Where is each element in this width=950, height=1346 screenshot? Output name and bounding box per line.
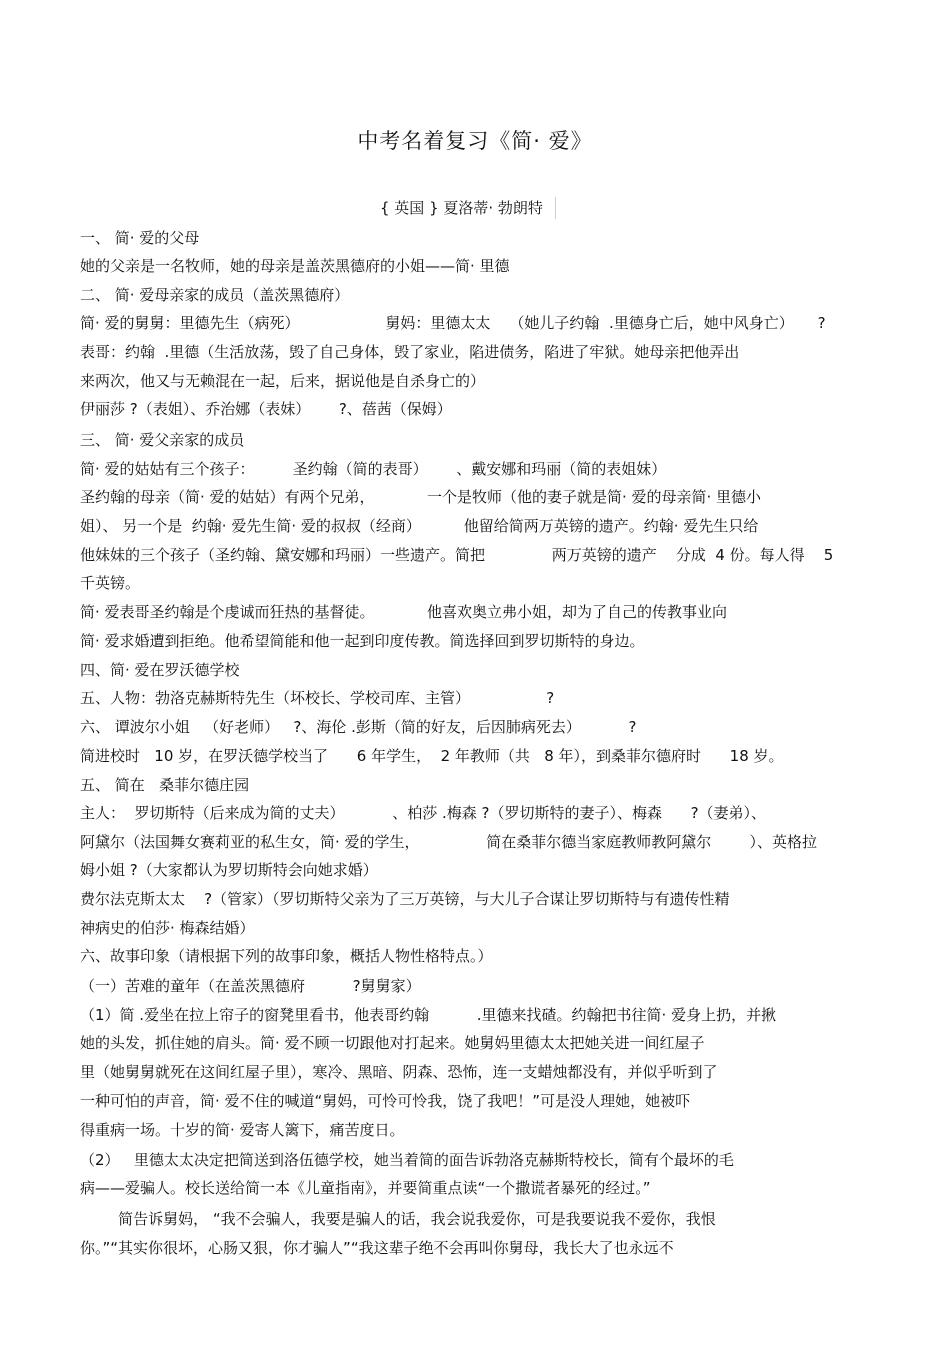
text-line: 姆小姐 ?（大家都认为罗切斯特会向她求婚） xyxy=(80,861,378,879)
text-line: （1）简 .爱坐在拉上帘子的窗凳里看书，他表哥约翰 .里德来找碴。约翰把书往简· 爱身上扔，并揪 xyxy=(80,1006,777,1024)
text-line: 费尔法克斯太太 ?（管家）（罗切斯特父亲为了三万英镑，与大儿子合谋让罗切斯特与有遗传性精 xyxy=(80,890,730,908)
text-line: 简· 爱求婚遭到拒绝。他希望简能和他一起到印度传教。简选择回到罗切斯特的身边。 xyxy=(80,632,645,650)
text-line: 三、 简· 爱父亲家的成员 xyxy=(80,431,245,449)
text-line: 病——爱骗人。校长送给简一本《儿童指南》，并要简重点读“一个撒谎者暴死的经过。” xyxy=(80,1179,651,1197)
text-line: 姐）、 另一个是 约翰· 爱先生简· 爱的叔叔（经商） 他留给简两万英镑的遗产。约翰· 爱先生只给 xyxy=(80,517,759,535)
text-line: 简进校时 10 岁，在罗沃德学校当了 6 年学生， 2 年教师（共 8 年），到桑菲尔德府时 18 岁。 xyxy=(80,747,784,765)
text-line: 六、 谭波尔小姐 （好老师） ?、海伦 .彭斯（简的好友，后因肺病死去） ? xyxy=(80,718,637,736)
text-line: 五、人物：勃洛克赫斯特先生（坏校长、学校司库、主管） ? xyxy=(80,689,555,707)
text-line: 简· 爱的舅舅：里德先生（病死） 舅妈：里德太太 （她儿子约翰 .里德身亡后，她中风身亡） ? xyxy=(80,314,826,332)
text-line: 神病史的伯莎· 梅森结婚） xyxy=(80,919,255,937)
text-line: 阿黛尔（法国舞女赛莉亚的私生女，简· 爱的学生， 简在桑菲尔德当家庭教师教阿黛尔 ）、英格拉 xyxy=(80,833,817,851)
text-line: 四、简· 爱在罗沃德学校 xyxy=(80,661,240,679)
text-line: 一、 简· 爱的父母 xyxy=(80,229,200,247)
text-line: 简· 爱的姑姑有三个孩子： 圣约翰（简的表哥） 、戴安娜和玛丽（简的表姐妹） xyxy=(80,460,667,478)
text-line: 表哥：约翰 .里德（生活放荡，毁了自己身体，毁了家业，陷进债务，陷进了牢狱。她母亲把他弄出 xyxy=(80,343,740,361)
text-line: 主人： 罗切斯特（后来成为简的丈夫） 、柏莎 .梅森 ?（罗切斯特的妻子）、梅森 ?（妻弟）、 xyxy=(80,804,767,822)
text-line: 他妹妹的三个孩子（圣约翰、黛安娜和玛丽）一些遗产。简把 两万英镑的遗产 分成 4 份。每人得 5 xyxy=(80,546,834,564)
author-line: { 英国 } 夏洛蒂· 勃朗特 xyxy=(380,197,556,219)
text-line: 圣约翰的母亲（简· 爱的姑姑）有两个兄弟， 一个是牧师（他的妻子就是简· 爱的母亲简· 里德小 xyxy=(80,488,762,506)
document-title: 中考名着复习《简· 爱》 xyxy=(357,129,593,153)
text-line: 二、 简· 爱母亲家的成员（盖茨黑德府） xyxy=(80,286,350,304)
text-line: 简· 爱表哥圣约翰是个虔诚而狂热的基督徒。 他喜欢奥立弗小姐，却为了自己的传教事业向 xyxy=(80,603,727,621)
text-line: （一）苦难的童年（在盖茨黑德府 ?舅舅家） xyxy=(80,977,421,995)
text-line: 她的父亲是一名牧师，她的母亲是盖茨黑德府的小姐——简· 里德 xyxy=(80,257,510,275)
text-line: 你。”“其实你很坏，心肠又狠，你才骗人”“我这辈子绝不会再叫你舅母，我长大了也永远不 xyxy=(80,1239,674,1257)
text-line: 伊丽莎 ?（表姐）、乔治娜（表妹） ?、蓓茜（保姆） xyxy=(80,400,452,418)
text-line: 里（她舅舅就死在这间红屋子里），寒冷、黑暗、阴森、恐怖，连一支蜡烛都没有，并似乎听到了 xyxy=(80,1063,718,1081)
text-line: 她的头发，抓住她的肩头。简· 爱不顾一切跟他对打起来。她舅妈里德太太把她关进一间红屋子 xyxy=(80,1034,705,1052)
text-line: 五、 简在 桑菲尔德庄园 xyxy=(80,776,250,794)
text-line: 千英镑。 xyxy=(80,574,141,592)
text-line: 简告诉舅妈， “我不会骗人，我要是骗人的话，我会说我爱你，可是我要说我不爱你，我恨 xyxy=(80,1210,716,1228)
text-line: 来两次，他又与无赖混在一起，后来，据说他是自杀身亡的） xyxy=(80,372,486,390)
text-line: 得重病一场。十岁的简· 爱寄人篱下，痛苦度日。 xyxy=(80,1121,405,1139)
text-line: 六、故事印象（请根据下列的故事印象，概括人物性格特点。） xyxy=(80,947,493,965)
text-line: 一种可怕的声音，简· 爱不住的喊道“舅妈，可怜可怜我，饶了我吧！”可是没人理她，她被吓 xyxy=(80,1092,691,1110)
text-line: （2） 里德太太决定把简送到洛伍德学校，她当着简的面告诉勃洛克赫斯特校长，简有个最坏的毛 xyxy=(80,1151,734,1169)
